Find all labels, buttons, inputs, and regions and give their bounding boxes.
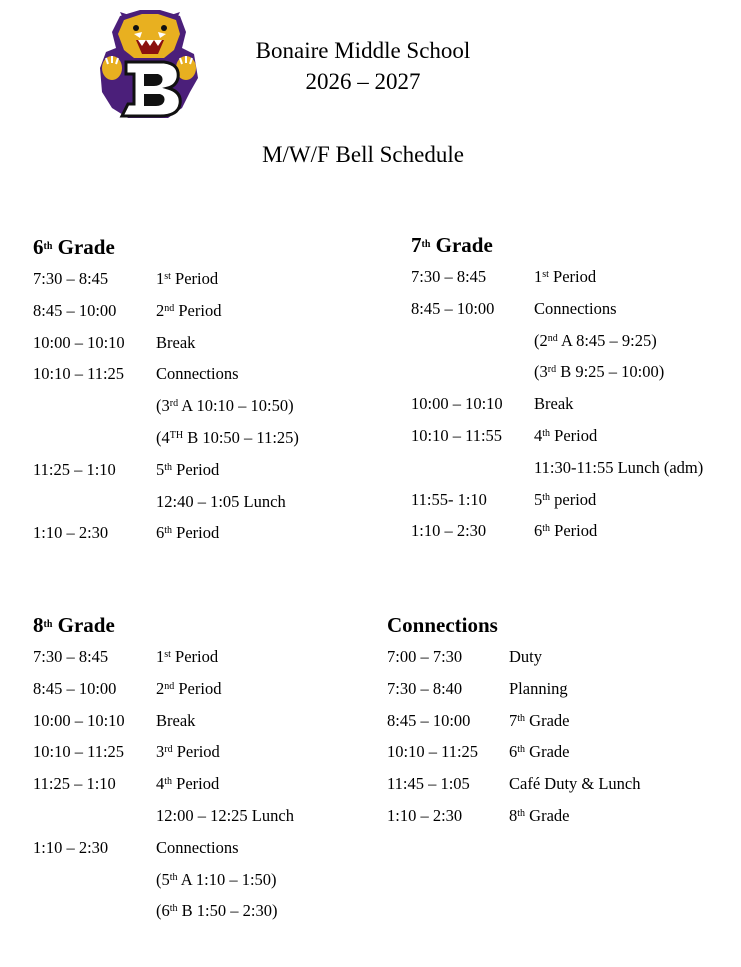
period-description: Break [156, 332, 196, 352]
period-description: 11:30-11:55 Lunch (adm) [534, 457, 704, 477]
period-description: Connections [156, 364, 239, 384]
time-range: 1:10 – 2:30 [411, 521, 487, 541]
period-description: 4th Period [156, 774, 220, 794]
period-description: 12:00 – 12:25 Lunch [156, 805, 294, 825]
schedule-row [33, 522, 373, 554]
period-description: Break [534, 394, 574, 414]
time-range: 7:30 – 8:45 [33, 269, 109, 288]
time-range: 10:10 – 11:55 [411, 425, 503, 445]
time-range: 7:30 – 8:45 [411, 267, 487, 286]
time-range: 10:00 – 10:10 [33, 710, 125, 730]
schedule-row [411, 489, 731, 521]
schedule-row [411, 520, 731, 552]
schedule-row [33, 678, 373, 710]
time-range: 7:30 – 8:40 [387, 678, 463, 698]
period-description: 2nd Period [156, 678, 222, 698]
period-description: 5th Period [156, 459, 220, 479]
time-range: 7:00 – 7:30 [387, 647, 463, 666]
grade-7-heading: 7th Grade [411, 233, 493, 257]
period-description: 12:40 – 1:05 Lunch [156, 491, 286, 511]
period-description: 7th Grade [509, 710, 570, 730]
grade-6-heading: 6th Grade [33, 235, 115, 259]
time-range: 11:45 – 1:05 [387, 774, 470, 794]
grade-8-heading: 8th Grade [33, 613, 115, 637]
connections-schedule [387, 612, 727, 837]
period-description: Café Duty & Lunch [509, 774, 641, 794]
schedule-row [387, 741, 727, 773]
period-description: Planning [509, 678, 568, 698]
period-description: Connections [156, 837, 239, 857]
period-description: (3rd B 9:25 – 10:00) [534, 362, 665, 382]
schedule-row [33, 805, 373, 837]
time-range: 8:45 – 10:00 [411, 298, 495, 318]
time-range: 1:10 – 2:30 [387, 805, 463, 825]
period-description: Connections [534, 298, 617, 318]
time-range: 1:10 – 2:30 [33, 837, 109, 857]
schedule-row [387, 710, 727, 742]
period-description: (3rd A 10:10 – 10:50) [156, 396, 294, 416]
period-description: 1st Period [534, 267, 597, 286]
period-description: (5th A 1:10 – 1:50) [156, 869, 277, 889]
schedule-row [33, 332, 373, 364]
schedule-row [411, 393, 731, 425]
connections-heading: Connections [387, 613, 498, 637]
period-description: 2nd Period [156, 300, 222, 320]
schedule-row [33, 395, 373, 427]
schedule-row [33, 741, 373, 773]
time-range: 11:25 – 1:10 [33, 459, 116, 479]
schedule-row [411, 361, 731, 393]
grade-6-schedule [33, 234, 373, 554]
schedule-row [387, 678, 727, 710]
school-year: 2026 – 2027 [305, 69, 421, 94]
period-description: Duty [509, 647, 542, 666]
time-range: 10:10 – 11:25 [33, 742, 125, 762]
schedule-row [33, 710, 373, 742]
time-range: 11:25 – 1:10 [33, 774, 116, 794]
period-description: 3rd Period [156, 742, 220, 762]
schedule-row [33, 900, 373, 932]
schedule-row [387, 805, 727, 837]
school-mascot-logo [98, 8, 200, 120]
schedule-row [411, 457, 731, 489]
schedule-row [33, 491, 373, 523]
period-description: 4th Period [534, 425, 598, 445]
period-description: 1st Period [156, 647, 219, 666]
period-description: (2nd A 8:45 – 9:25) [534, 330, 657, 350]
schedule-row [33, 300, 373, 332]
grade-8-schedule [33, 612, 373, 932]
period-description: 6th Period [534, 521, 598, 541]
period-description: 1st Period [156, 269, 219, 288]
schedule-title: M/W/F Bell Schedule [262, 142, 464, 167]
period-description: Break [156, 710, 196, 730]
time-range: 1:10 – 2:30 [33, 523, 109, 543]
period-description: 5th period [534, 489, 597, 509]
period-description: 6th Grade [509, 742, 570, 762]
period-description: (6th B 1:50 – 2:30) [156, 901, 278, 921]
schedule-row [33, 459, 373, 491]
schedule-row [33, 646, 373, 678]
period-description: 8th Grade [509, 805, 570, 825]
schedule-row [33, 363, 373, 395]
grade-7-schedule [411, 232, 731, 552]
schedule-row [33, 427, 373, 459]
schedule-row [411, 330, 731, 362]
schedule-row [411, 298, 731, 330]
time-range: 10:00 – 10:10 [411, 394, 503, 414]
schedule-row [411, 425, 731, 457]
time-range: 8:45 – 10:00 [387, 710, 471, 730]
schedule-row [387, 646, 727, 678]
period-description: (4TH B 10:50 – 11:25) [156, 427, 299, 447]
schedule-row [33, 773, 373, 805]
time-range: 7:30 – 8:45 [33, 647, 109, 666]
time-range: 11:55- 1:10 [411, 489, 487, 509]
schedule-row [33, 837, 373, 869]
schedule-row [411, 266, 731, 298]
schedule-row [33, 869, 373, 901]
time-range: 10:10 – 11:25 [387, 742, 479, 762]
schedule-row [33, 268, 373, 300]
schedule-row [387, 773, 727, 805]
school-name: Bonaire Middle School [255, 38, 471, 63]
time-range: 8:45 – 10:00 [33, 300, 117, 320]
time-range: 10:10 – 11:25 [33, 364, 125, 384]
time-range: 10:00 – 10:10 [33, 332, 125, 352]
period-description: 6th Period [156, 523, 220, 543]
time-range: 8:45 – 10:00 [33, 678, 117, 698]
